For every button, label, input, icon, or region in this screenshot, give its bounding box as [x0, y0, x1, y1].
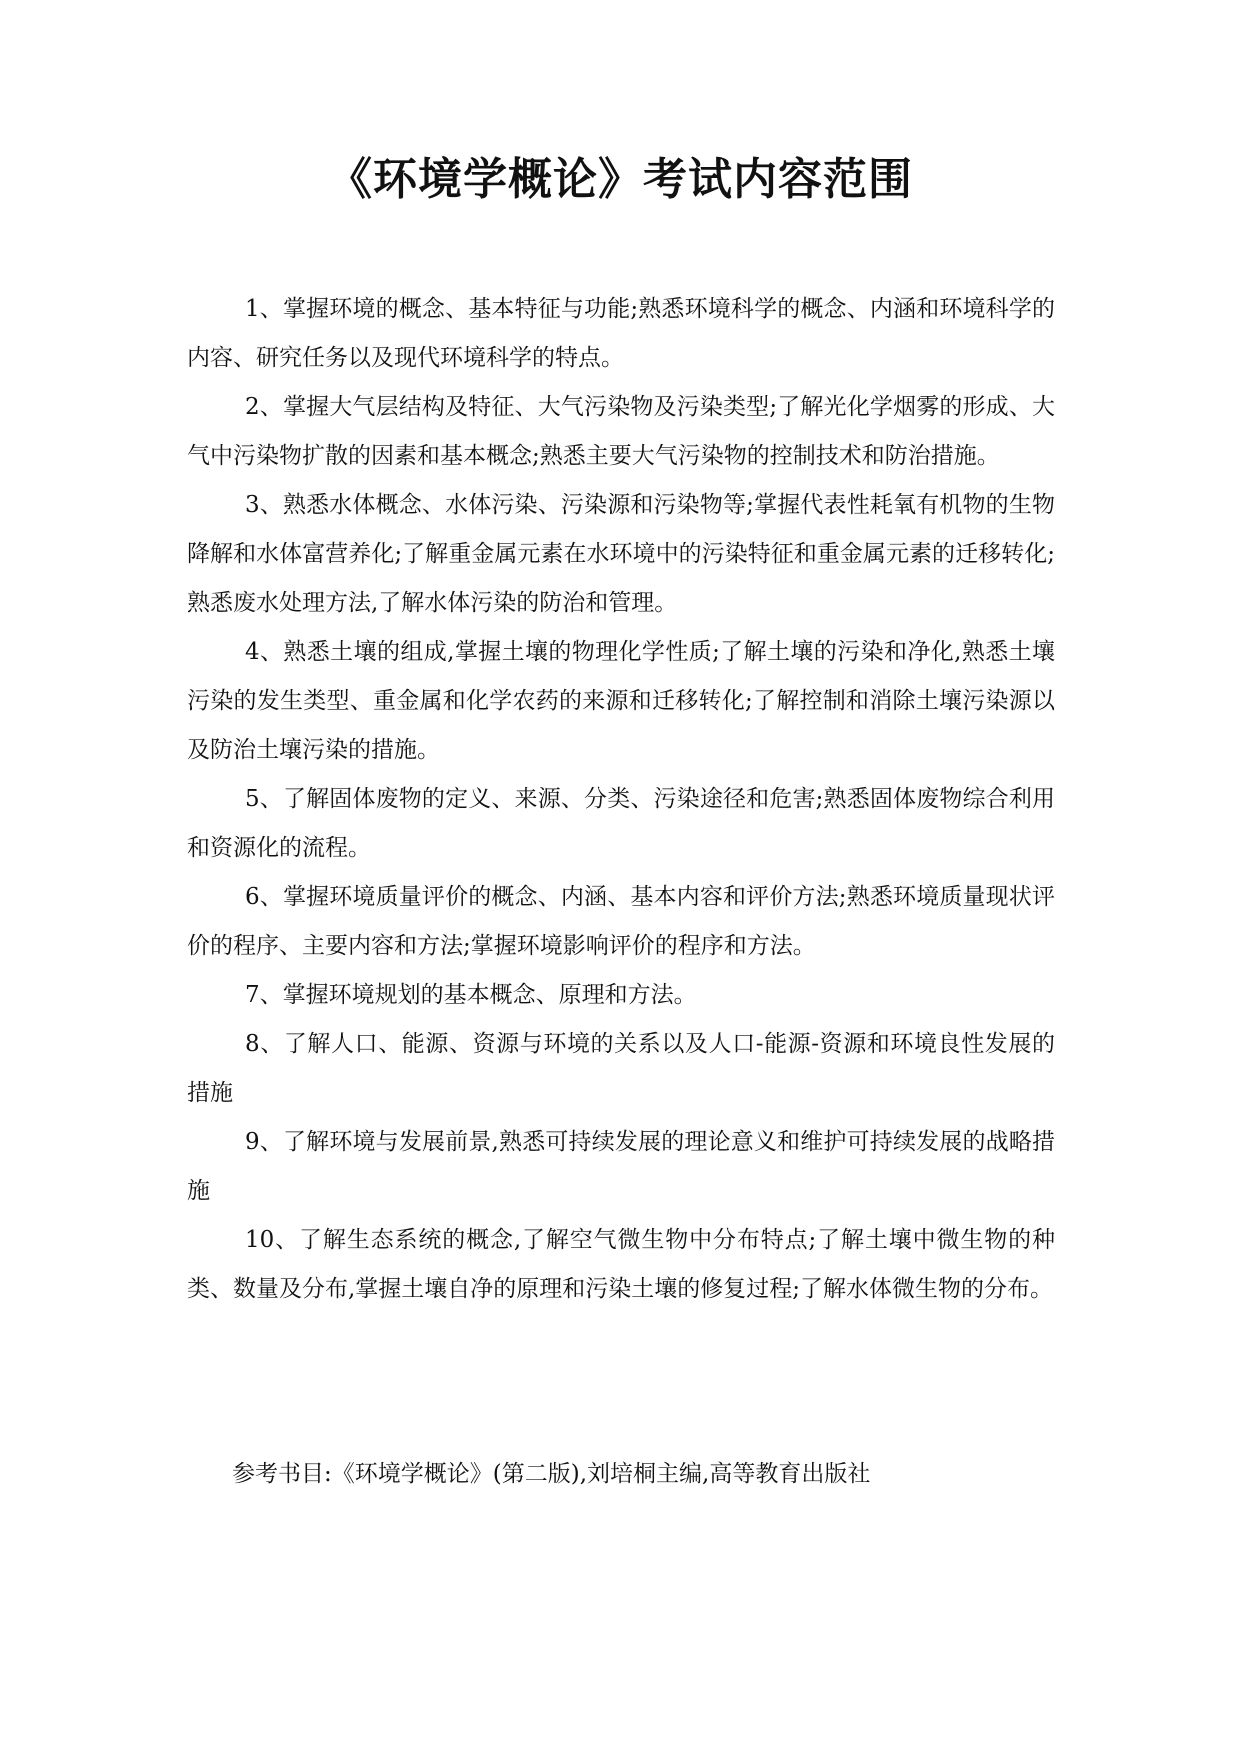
syllabus-item-6: 6、掌握环境质量评价的概念、内涵、基本内容和评价方法;熟悉环境质量现状评价的程序、主要内容和方法;掌握环境影响评价的程序和方法。 [187, 884, 1055, 959]
syllabus-item-10: 10、了解生态系统的概念,了解空气微生物中分布特点;了解土壤中微生物的种类、数量及分布,掌握土壤自净的原理和污染土壤的修复过程;了解水体微生物的分布。 [187, 1227, 1055, 1302]
syllabus-item-2: 2、掌握大气层结构及特征、大气污染物及污染类型;了解光化学烟雾的形成、大气中污染物扩散的因素和基本概念;熟悉主要大气污染物的控制技术和防治措施。 [187, 394, 1055, 469]
syllabus-item-8: 8、了解人口、能源、资源与环境的关系以及人口-能源-资源和环境良性发展的措施 [187, 1031, 1055, 1106]
syllabus-list [187, 285, 1055, 1314]
document-title: 《环境学概论》考试内容范围 [328, 154, 913, 205]
syllabus-item-5: 5、了解固体废物的定义、来源、分类、污染途径和危害;熟悉固体废物综合利用和资源化的流程。 [187, 786, 1055, 861]
syllabus-item-1: 1、掌握环境的概念、基本特征与功能;熟悉环境科学的概念、内涵和环境科学的内容、研究任务以及现代环境科学的特点。 [187, 296, 1055, 371]
syllabus-item-9: 9、了解环境与发展前景,熟悉可持续发展的理论意义和维护可持续发展的战略措施 [187, 1129, 1055, 1204]
reference-book: 参考书目:《环境学概论》(第二版),刘培桐主编,高等教育出版社 [232, 1461, 871, 1487]
syllabus-item-4: 4、熟悉土壤的组成,掌握土壤的物理化学性质;了解土壤的污染和净化,熟悉土壤污染的发生类型、重金属和化学农药的来源和迁移转化;了解控制和消除土壤污染源以及防治土壤污染的措施。 [187, 639, 1055, 763]
syllabus-item-3: 3、熟悉水体概念、水体污染、污染源和污染物等;掌握代表性耗氧有机物的生物降解和水体富营养化;了解重金属元素在水环境中的污染特征和重金属元素的迁移转化;熟悉废水处理方法,了解水体污染的防治和管理。 [187, 492, 1055, 616]
syllabus-item-7: 7、掌握环境规划的基本概念、原理和方法。 [245, 982, 697, 1008]
